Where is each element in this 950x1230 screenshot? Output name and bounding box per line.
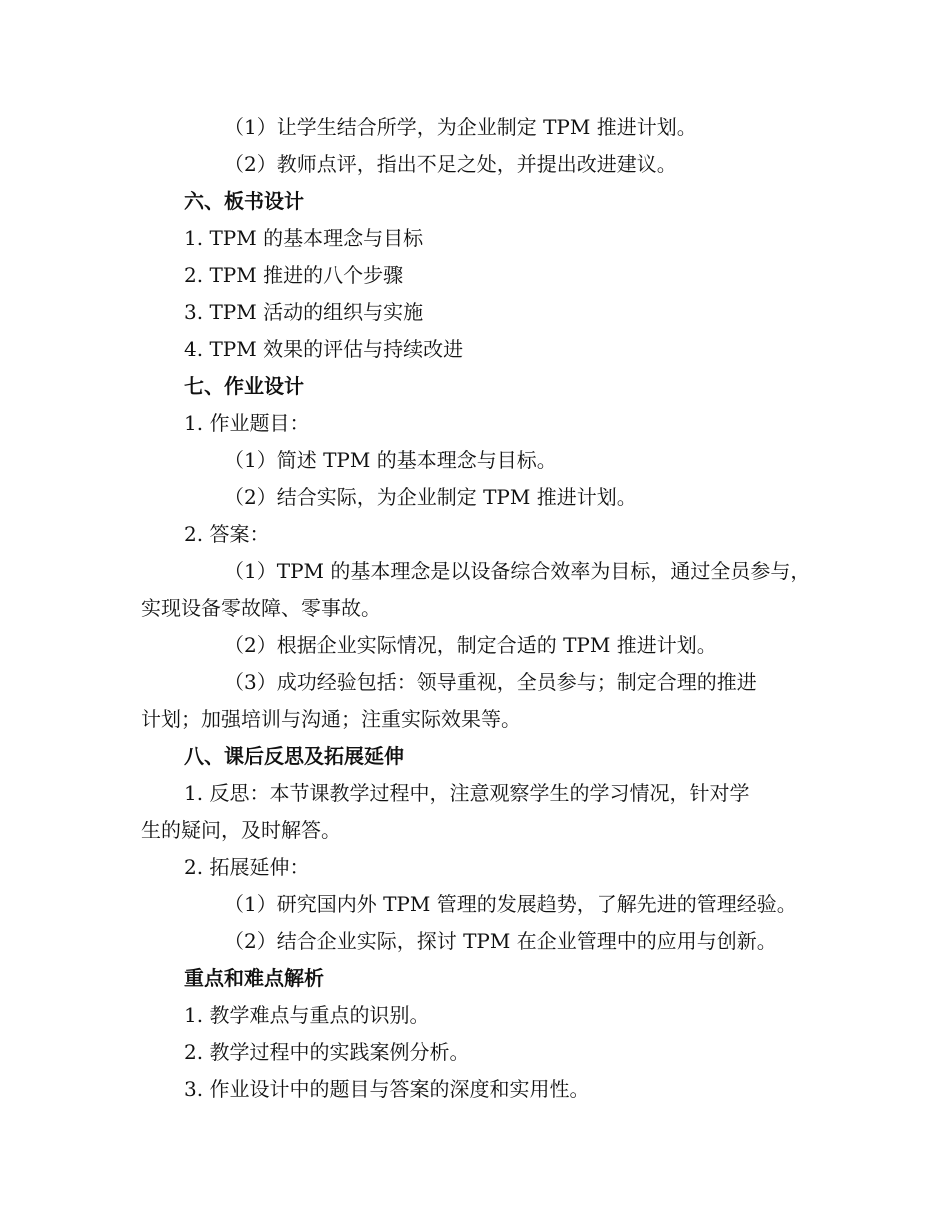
board-item-2: 2. TPM 推进的八个步骤	[184, 263, 404, 287]
extension-sub-item-2: （2）结合企业实际，探讨 TPM 在企业管理中的应用与创新。	[224, 929, 777, 953]
key-point-item-1: 1. 教学难点与重点的识别。	[184, 1003, 430, 1027]
answer-2: （2）根据企业实际情况，制定合适的 TPM 推进计划。	[224, 633, 717, 657]
answer-1-line-1: （1）TPM 的基本理念是以设备综合效率为目标，通过全员参与，	[224, 559, 811, 583]
extension-sub-item-1: （1）研究国内外 TPM 管理的发展趋势，了解先进的管理经验。	[224, 892, 797, 916]
section-heading-key-points: 重点和难点解析	[184, 966, 324, 990]
board-item-1: 1. TPM 的基本理念与目标	[184, 226, 424, 250]
plan-task-item: （1）让学生结合所学，为企业制定 TPM 推进计划。	[224, 115, 697, 139]
answer-1-line-2: 实现设备零故障、零事故。	[141, 596, 381, 620]
reflection-item-line-1: 1. 反思：本节课教学过程中，注意观察学生的学习情况，针对学	[184, 781, 750, 805]
reflection-item-line-2: 生的疑问，及时解答。	[141, 818, 341, 842]
board-item-4: 4. TPM 效果的评估与持续改进	[184, 337, 464, 361]
key-point-item-3: 3. 作业设计中的题目与答案的深度和实用性。	[184, 1077, 590, 1101]
section-heading-reflection: 八、课后反思及拓展延伸	[184, 744, 404, 768]
board-item-3: 3. TPM 活动的组织与实施	[184, 300, 424, 324]
homework-question-1: （1）简述 TPM 的基本理念与目标。	[224, 448, 557, 472]
homework-question-2: （2）结合实际，为企业制定 TPM 推进计划。	[224, 485, 637, 509]
answer-3-line-1: （3）成功经验包括：领导重视，全员参与；制定合理的推进	[224, 670, 757, 694]
homework-item-2: 2. 答案：	[184, 522, 270, 546]
teacher-review-item: （2）教师点评，指出不足之处，并提出改进建议。	[224, 152, 677, 176]
key-point-item-2: 2. 教学过程中的实践案例分析。	[184, 1040, 470, 1064]
section-heading-board-design: 六、板书设计	[184, 189, 304, 213]
extension-item: 2. 拓展延伸：	[184, 855, 310, 879]
section-heading-homework-design: 七、作业设计	[184, 374, 304, 398]
answer-3-line-2: 计划；加强培训与沟通；注重实际效果等。	[141, 707, 521, 731]
homework-item-1: 1. 作业题目：	[184, 411, 310, 435]
